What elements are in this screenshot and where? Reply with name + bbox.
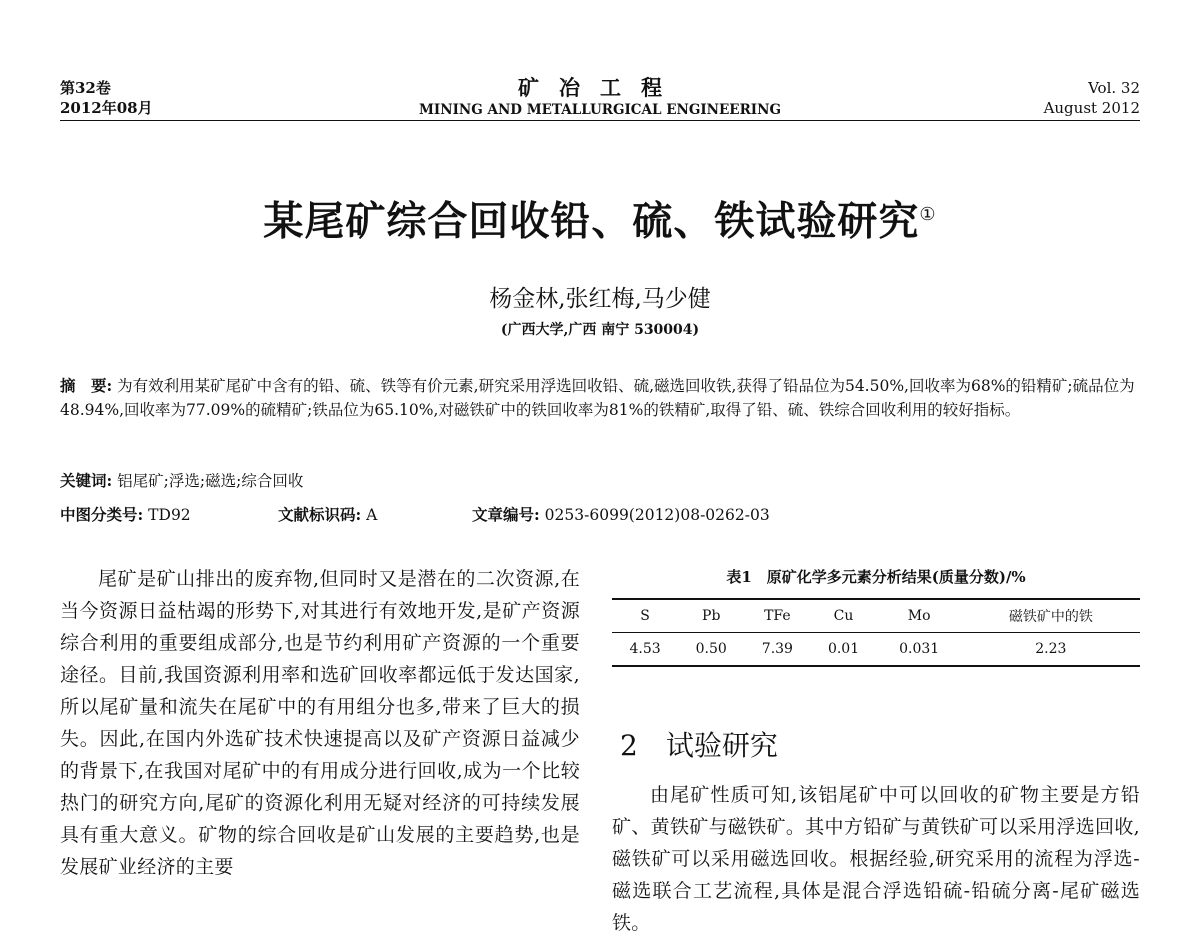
table1-caption: 表1 原矿化学多元素分析结果(质量分数)/% — [726, 568, 1026, 586]
doc-code-label: 文献标识码: — [278, 505, 362, 524]
table1-header-cell: Pb — [702, 608, 721, 624]
abstract — [60, 374, 1140, 422]
table1-value-cell: 2.23 — [1035, 641, 1067, 657]
section-2-heading — [620, 728, 778, 764]
volume-en: Vol. 32 — [1088, 79, 1140, 97]
clc-value: TD92 — [148, 506, 191, 524]
table1-header-cell: Cu — [833, 608, 854, 624]
doc-code-value: A — [366, 506, 378, 524]
table1-header-cell: TFe — [764, 608, 791, 624]
table1-header-row — [612, 599, 1140, 633]
table1-value-cell: 0.50 — [695, 641, 727, 657]
table1 — [612, 598, 1140, 667]
affiliation: (广西大学,广西 南宁 530004) — [500, 322, 700, 338]
intro-paragraph — [60, 563, 580, 883]
section-2-number: 2 — [620, 729, 638, 762]
keywords-label: 关键词: — [60, 471, 113, 490]
intro-text: 尾矿是矿山排出的废弃物,但同时又是潜在的二次资源,在当今资源日益枯竭的形势下,对其进行有效地开发,是矿产资源综合利用的重要组成部分,也是节约利用矿产资源的一个重要途径。目前,我国资源利用率和选矿回收率都远低于发达国家,所以尾矿量和流失在尾矿中的有用组分也多,带来了巨大的损失。因此,在国内外选矿技术快速提高以及矿产资源日益减少的背景下,在我国对尾矿中的有用成分进行回收,成为一个比较热门的研究方向,尾矿的资源化利用无疑对经济的可持续发展具有重大意义。矿物的综合回收是矿山发展的主要趋势,也是发展矿业经济的主要 — [60, 568, 580, 878]
clc-label: 中图分类号: — [60, 505, 144, 524]
table1-value-cell: 0.031 — [899, 641, 940, 657]
abstract-text: 为有效利用某矿尾矿中含有的铅、硫、铁等有价元素,研究采用浮选回收铅、硫,磁选回收铁,获得了铅品位为54.50%,回收率为68%的铅精矿;硫品位为48.94%,回收率为77.09%的硫精矿;铁品位为65.10%,对磁铁矿中的铁回收率为81%的铁精矿,取得了铅、硫、铁综合回收利用的较好指标。 — [60, 377, 1135, 419]
table1-header-cell: S — [640, 608, 650, 624]
title-footnote-mark: ① — [919, 204, 937, 225]
section-2-text: 由尾矿性质可知,该铝尾矿中可以回收的矿物主要是方铅矿、黄铁矿与磁铁矿。其中方铅矿与黄铁矿可以采用浮选回收,磁铁矿可以采用磁选回收。根据经验,研究采用的流程为浮选-磁选联合工艺流程,具体是混合浮选铅硫-铅硫分离-尾矿磁选铁。 — [612, 784, 1140, 934]
table1-header-cell: 磁铁矿中的铁 — [1008, 609, 1093, 625]
table1-value-cell: 7.39 — [761, 641, 793, 657]
article-number-value: 0253-6099(2012)08-0262-03 — [544, 506, 770, 524]
keywords-text: 铝尾矿;浮选;磁选;综合回收 — [117, 472, 304, 490]
keywords — [60, 470, 303, 492]
date-cn: 2012年08月 — [60, 99, 153, 117]
table1-value-row — [612, 633, 1140, 667]
paper-title — [0, 190, 1200, 246]
classification-row — [60, 504, 1140, 526]
volume-cn: 第32卷 — [60, 79, 111, 97]
journal-name-en: MINING AND METALLURGICAL ENGINEERING — [418, 102, 781, 118]
section-2-paragraph — [612, 779, 1140, 939]
date-en: August 2012 — [1043, 99, 1140, 117]
authors: 杨金林,张红梅,马少健 — [489, 286, 711, 312]
article-number-label: 文章编号: — [472, 505, 540, 524]
header-right — [1044, 78, 1140, 118]
table1-header-cell: Mo — [907, 608, 931, 624]
table1-value-cell: 4.53 — [629, 641, 661, 657]
journal-name — [0, 76, 1200, 120]
paper-title-text: 某尾矿综合回收铅、硫、铁试验研究 — [263, 198, 920, 245]
header-divider — [60, 120, 1140, 121]
section-2-title: 试验研究 — [665, 729, 778, 762]
table1-value-cell: 0.01 — [827, 641, 860, 657]
abstract-label: 摘 要: — [60, 376, 113, 395]
journal-name-cn: 矿冶工程 — [518, 75, 682, 100]
